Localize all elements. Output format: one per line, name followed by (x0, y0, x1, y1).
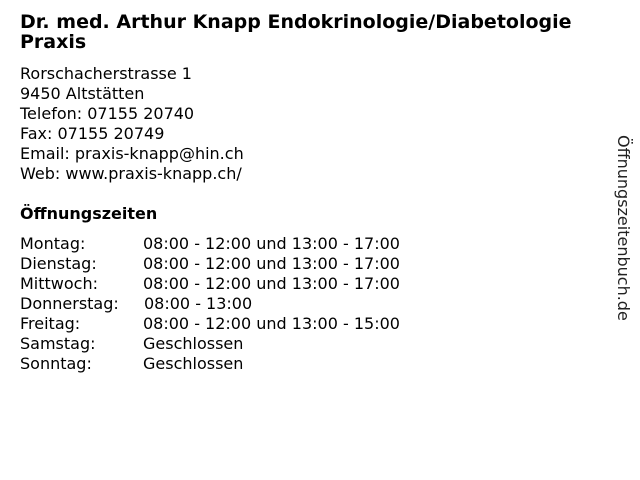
day-label: Freitag: (20, 314, 81, 333)
website-url: Web: www.praxis-knapp.ch/ (20, 164, 242, 183)
day-label: Donnerstag: (20, 294, 119, 313)
day-label: Dienstag: (20, 254, 97, 273)
site-watermark: Öffnungszeitenbuch.de (614, 135, 633, 321)
address-street: Rorschacherstrasse 1 (20, 64, 192, 83)
day-label: Mittwoch: (20, 274, 98, 293)
day-label: Sonntag: (20, 354, 92, 373)
practice-title: Dr. med. Arthur Knapp Endokrinologie/Diabetologie Praxis (20, 11, 572, 53)
day-hours: 08:00 - 12:00 und 13:00 - 17:00 (143, 234, 400, 253)
phone-number: Telefon: 07155 20740 (20, 104, 195, 123)
day-hours: Geschlossen (143, 334, 244, 353)
email-address: Email: praxis-knapp@hin.ch (20, 144, 244, 163)
day-hours: 08:00 - 12:00 und 13:00 - 15:00 (143, 314, 400, 333)
day-label: Samstag: (20, 334, 96, 353)
address-block (20, 64, 244, 184)
day-hours: 08:00 - 13:00 (144, 294, 253, 313)
address-city: 9450 Altstätten (20, 84, 145, 103)
day-label: Montag: (20, 234, 86, 253)
opening-hours-heading: Öffnungszeiten (20, 204, 158, 223)
day-hours: 08:00 - 12:00 und 13:00 - 17:00 (143, 254, 400, 273)
day-hours: Geschlossen (143, 354, 244, 373)
fax-number: Fax: 07155 20749 (20, 124, 165, 143)
day-hours: 08:00 - 12:00 und 13:00 - 17:00 (143, 274, 400, 293)
